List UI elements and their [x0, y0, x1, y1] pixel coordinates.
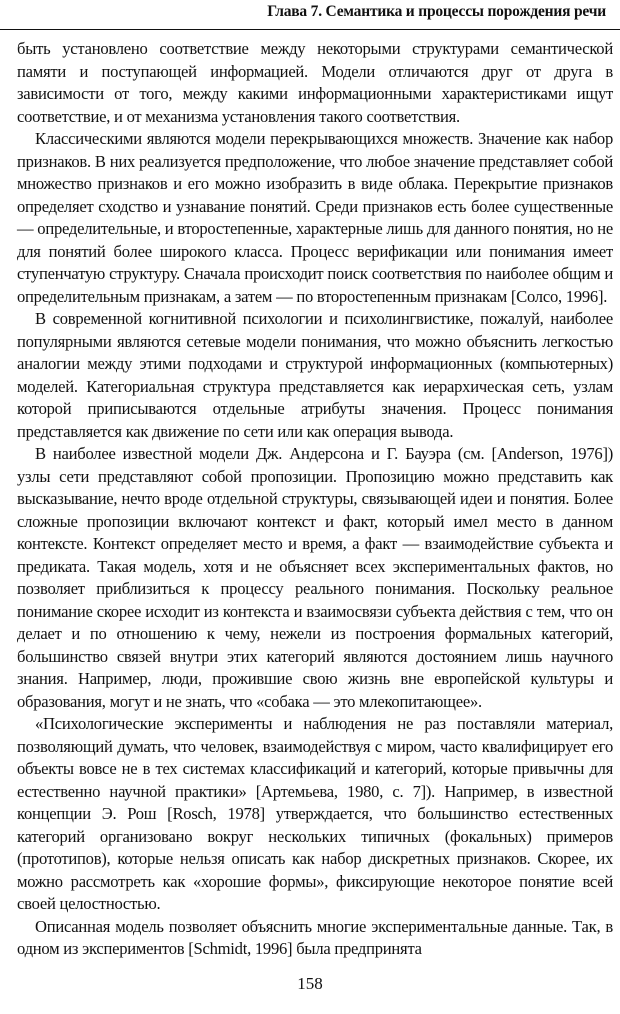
paragraph-overlapping-sets: Классическими являются модели перекрывающихся множеств. Значение как набор признаков. В них реализуется предположение, что любое значение представляет собой множество признаков и его можно изобразить в виде облака. Перекрытие признаков определяет сходство и узнавание понятий. Среди признаков есть более существенные — определительные, и второстепенные, характерные лишь для данного понятия, но не для понятий более широкого класса. Процесс верификации или понимания имеет ступенчатую структуру. Сначала происходит поиск соответствия по наиболее общим и определительным признакам, а затем — по второстепенным признакам [Солсо, 1996].	[17, 129, 613, 306]
paragraph-continuation: быть установлено соответствие между некоторыми структурами семантической памяти и поступающей информацией. Модели отличаются друг от друга в зависимости от того, между какими информационными характеристиками ищут соответствие, и от механизма установления такого соответствия.	[17, 39, 613, 126]
page-number: 158	[297, 974, 323, 993]
body-text	[17, 38, 613, 961]
paragraph-described-model: Описанная модель позволяет объяснить многие экспериментальные данные. Так, в одном из экспериментов [Schmidt, 1996] была предпринята	[17, 916, 613, 958]
paragraph-quotation-rosch: «Психологические эксперименты и наблюдения не раз поставляли материал, позволяющий думать, что человек, взаимодействуя с миром, часто квалифицирует его объекты вовсе не в тех системах классификаций и категорий, которые привычны для естественно научной практики» [Артемьева, 1980, с. 7]). Например, в известной концепции Э. Рош [Rosch, 1978] утверждается, что большинство естественных категорий организовано вокруг нескольких типичных (фокальных) примеров (прототипов), которые нельзя описать как набор дискретных признаков. Скорее, их можно рассмотреть как «хорошие формы», фиксирующие некоторое понятие всей своей целостностью.	[17, 714, 613, 913]
paragraph-network-models: В современной когнитивной психологии и психолингвистике, пожалуй, наиболее популярными являются сетевые модели понимания, что можно объяснить легкостью аналогии между этими подходами и структурой информационных (компьютерных) моделей. Категориальная структура представляется как иерархическая сеть, узлам которой приписываются отдельные атрибуты значения. Процесс понимания представляется как движение по сети или как операция вывода.	[17, 309, 613, 441]
chapter-title: Глава 7. Семантика и процессы порождения речи	[267, 3, 606, 20]
header-rule	[0, 29, 620, 30]
paragraph-anderson-bower: В наиболее известной модели Дж. Андерсона и Г. Бауэра (см. [Anderson, 1976]) узлы сети представляют собой пропозиции. Пропозицию можно представить как высказывание, нечто вроде отдельной структуры, связывающей идеи и понятия. Более сложные пропозиции включают контекст и факт, который имел место в данном контексте. Контекст определяет место и время, а факт — взаимодействие субъекта и предиката. Такая модель, хотя и не объясняет всех экспериментальных фактов, но позволяет приблизиться к процессу реального понимания. Поскольку реальное понимание скорее исходит из контекста и взаимосвязи субъекта действия с тем, что он делает и по отношению к чему, нежели из построения формальных категорий, большинство связей внутри этих категорий являются достоянием лишь научного знания. Например, люди, прожившие свою жизнь вне европейской культуры и образования, могут и не знать, что «собака — это млекопитающее».	[17, 444, 613, 711]
running-head	[0, 2, 620, 28]
